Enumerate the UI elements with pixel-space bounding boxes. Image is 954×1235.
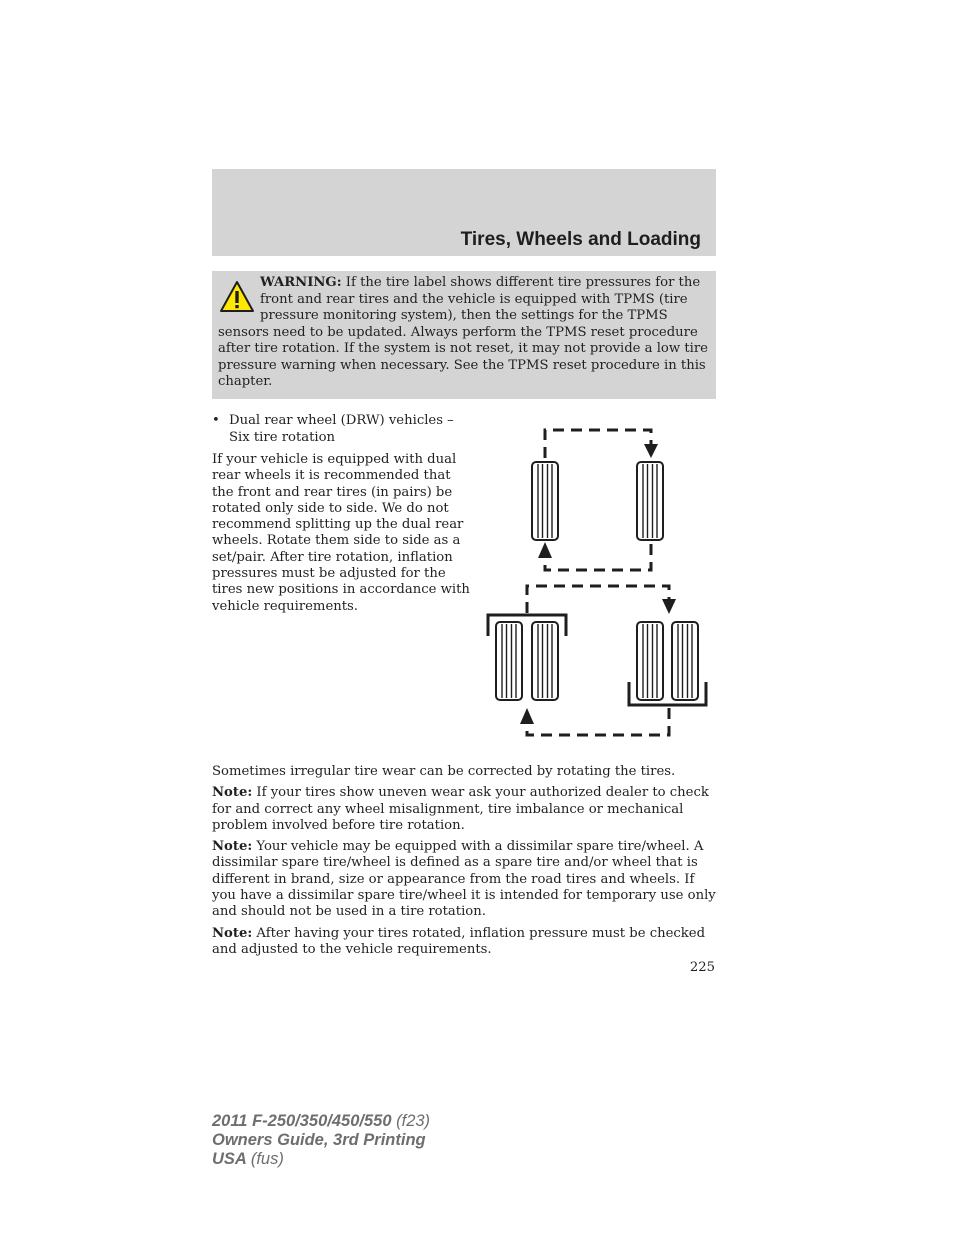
tire-rotation-diagram: [482, 422, 716, 742]
warning-label: WARNING:: [260, 275, 342, 290]
warning-body: If the tire label shows different tire pressures for the front and rear tires and the vehicle is equipped with TPMS (tire pressure monitoring system), then the settings for the TPMS sensors need to be updated. Always perform the TPMS reset procedure after tire rotation. If the system is not reset, it may not provide a low tire pressure warning when necessary. See the TPMS reset procedure in this chapter.: [218, 275, 708, 389]
list-item: [212, 413, 472, 446]
footer-guide: Owners Guide, 3rd Printing: [212, 1131, 426, 1149]
note-label: Note:: [212, 785, 253, 801]
footer-model-line: [212, 1112, 430, 1131]
note-paragraph: [212, 785, 722, 834]
footer-model-code: (f23): [396, 1112, 431, 1130]
front-rotation-path: [545, 430, 651, 570]
intro-paragraph: Sometimes irregular tire wear can be corrected by rotating the tires.: [212, 764, 676, 779]
note-text: After having your tires rotated, inflation pressure must be checked and adjusted to the vehicle requirements.: [212, 925, 706, 957]
arrow-up-icon: [520, 708, 534, 724]
footer-market-code: (fus): [250, 1150, 284, 1168]
rear-right-dual-tires: [637, 622, 698, 700]
bullet-icon: •: [212, 413, 220, 428]
note-label: Note:: [212, 839, 253, 855]
section-header-band: [212, 169, 716, 256]
section-title: Tires, Wheels and Loading: [460, 229, 701, 250]
warning-triangle-icon: [218, 279, 256, 315]
note-paragraph: [212, 839, 722, 920]
arrow-down-icon: [644, 444, 658, 458]
drw-paragraph: If your vehicle is equipped with dual rear wheels it is recommended that the front and rear tires (in pairs) be rotated only side to side. We do not recommend splitting up the dual rear wheels. Rotate them side to side as a set/pair. After tire rotation, inflation pressures must be adjusted for the tires new positions in accordance with vehicle requirements.: [212, 452, 470, 614]
note-label: Note:: [212, 925, 253, 941]
footer-model: 2011 F-250/350/450/550: [212, 1112, 392, 1130]
page-number: 225: [689, 960, 715, 975]
footer-market: USA: [212, 1150, 247, 1168]
note-text: If your tires show uneven wear ask your authorized dealer to check for and correct any wheel misalignment, tire imbalance or mechanical problem involved before tire rotation.: [212, 785, 709, 833]
arrow-down-icon: [662, 599, 676, 614]
front-right-tire: [637, 462, 663, 540]
footer-market-line: [212, 1150, 430, 1169]
front-left-tire: [532, 462, 558, 540]
footer: [212, 1112, 430, 1169]
bullet-text: Dual rear wheel (DRW) vehicles – Six tire rotation: [229, 413, 454, 445]
arrow-up-icon: [538, 542, 552, 558]
note-text: Your vehicle may be equipped with a dissimilar spare tire/wheel. A dissimilar spare tire/wheel is defined as a spare tire and/or wheel that is different in brand, size or appearance from the road tires and wheels. If you have a dissimilar spare tire/wheel it is intended for temporary use only and should not be used in a tire rotation.: [212, 839, 716, 920]
body-text: [212, 764, 722, 963]
note-paragraph: [212, 926, 722, 959]
warning-box: [212, 271, 716, 399]
rear-left-dual-tires: [496, 622, 558, 700]
warning-text: [218, 275, 710, 391]
